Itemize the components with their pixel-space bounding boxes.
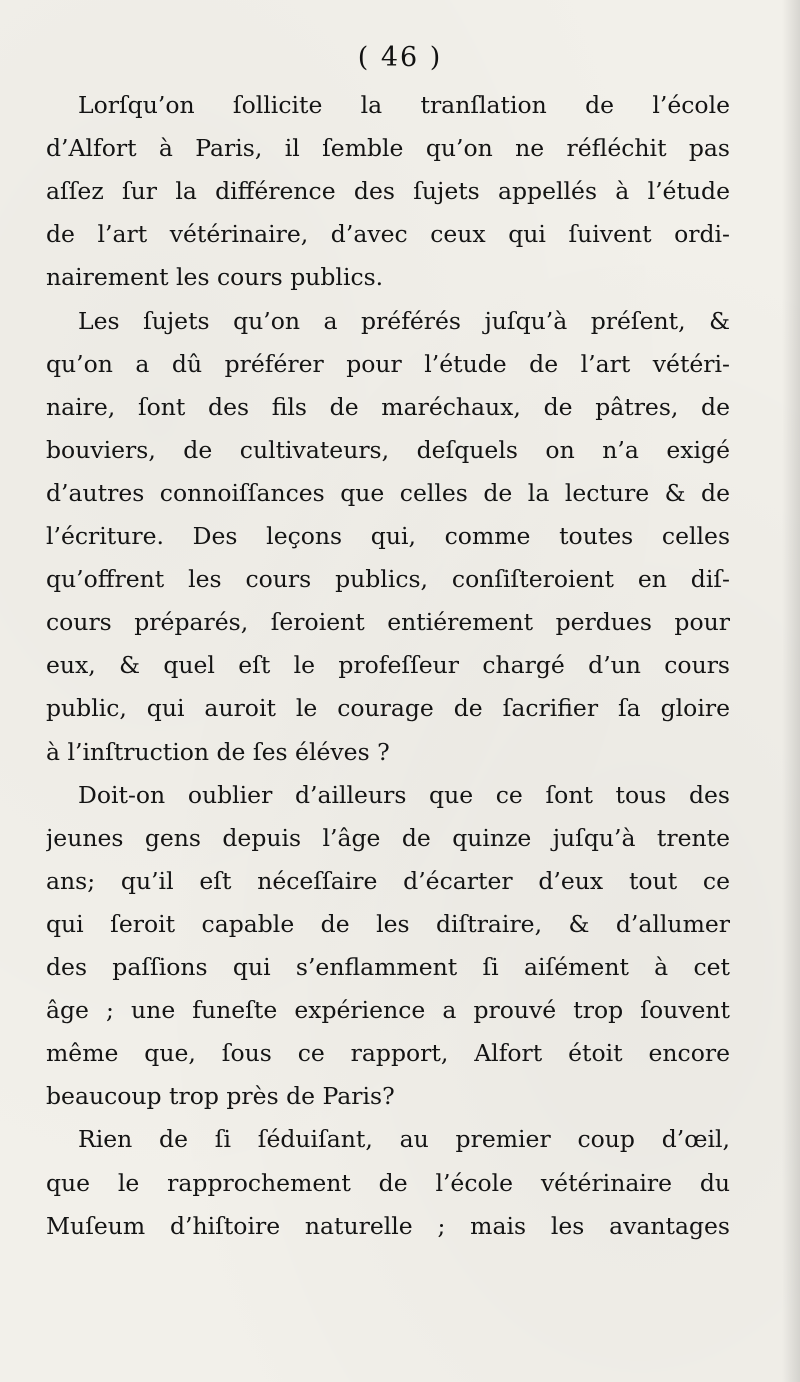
text-line: jeunes gens depuis l’âge de quinze juſqu’à trente: [46, 824, 730, 852]
text-line: ans; qu’il eſt néceſſaire d’écarter d’eux tout ce: [46, 867, 730, 895]
text-line: beaucoup trop près de Paris?: [46, 1082, 395, 1110]
text-line: Rien de ſi ſéduiſant, au premier coup d’œil,: [78, 1125, 730, 1153]
text-line: aſſez ſur la différence des ſujets appellés à l’étude: [46, 177, 730, 205]
text-line: de l’art vétérinaire, d’avec ceux qui ſuivent ordi-: [46, 220, 730, 248]
text-line: d’autres connoiſſances que celles de la lecture & de: [46, 479, 730, 507]
text-line: qui ſeroit capable de les diſtraire, & d’allumer: [46, 910, 730, 938]
text-line: des paſſions qui s’enflamment ſi aiſément à cet: [46, 953, 730, 981]
text-line: public, qui auroit le courage de ſacrifier ſa gloire: [46, 694, 730, 722]
text-line: nairement les cours publics.: [46, 263, 384, 291]
text-line: eux, & quel eſt le profeſſeur chargé d’un cours: [46, 651, 730, 679]
text-line: bouviers, de cultivateurs, deſquels on n’a exigé: [46, 436, 730, 464]
text-line: même que, ſous ce rapport, Alfort étoit encore: [46, 1039, 730, 1067]
text-line: d’Alfort à Paris, il ſemble qu’on ne réfléchit pas: [46, 134, 730, 162]
text-line: que le rapprochement de l’école vétérinaire du: [46, 1169, 730, 1197]
text-line: Muſeum d’hiſtoire naturelle ; mais les avantages: [46, 1212, 730, 1240]
text-line: Lorſqu’on ſollicite la tranſlation de l’école: [78, 91, 730, 119]
text-line: qu’on a dû préférer pour l’étude de l’art vétéri-: [46, 350, 730, 378]
text-line: Les ſujets qu’on a préférés juſqu’à préſent, &: [78, 307, 730, 335]
text-line: naire, ſont des fils de maréchaux, de pâtres, de: [46, 393, 730, 421]
page-edge-shadow: [782, 0, 800, 1382]
text-line: qu’offrent les cours publics, conſiſteroient en diſ-: [46, 565, 730, 593]
text-line: cours préparés, ſeroient entiérement perdues pour: [46, 608, 730, 636]
text-line: Doit-on oublier d’ailleurs que ce ſont tous des: [78, 781, 730, 809]
text-line: l’écriture. Des leçons qui, comme toutes celles: [46, 522, 730, 550]
page-number: ( 46 ): [357, 42, 443, 73]
text-line: âge ; une funeſte expérience a prouvé trop ſouvent: [46, 996, 730, 1024]
text-line: à l’inſtruction de ſes éléves ?: [46, 738, 390, 766]
